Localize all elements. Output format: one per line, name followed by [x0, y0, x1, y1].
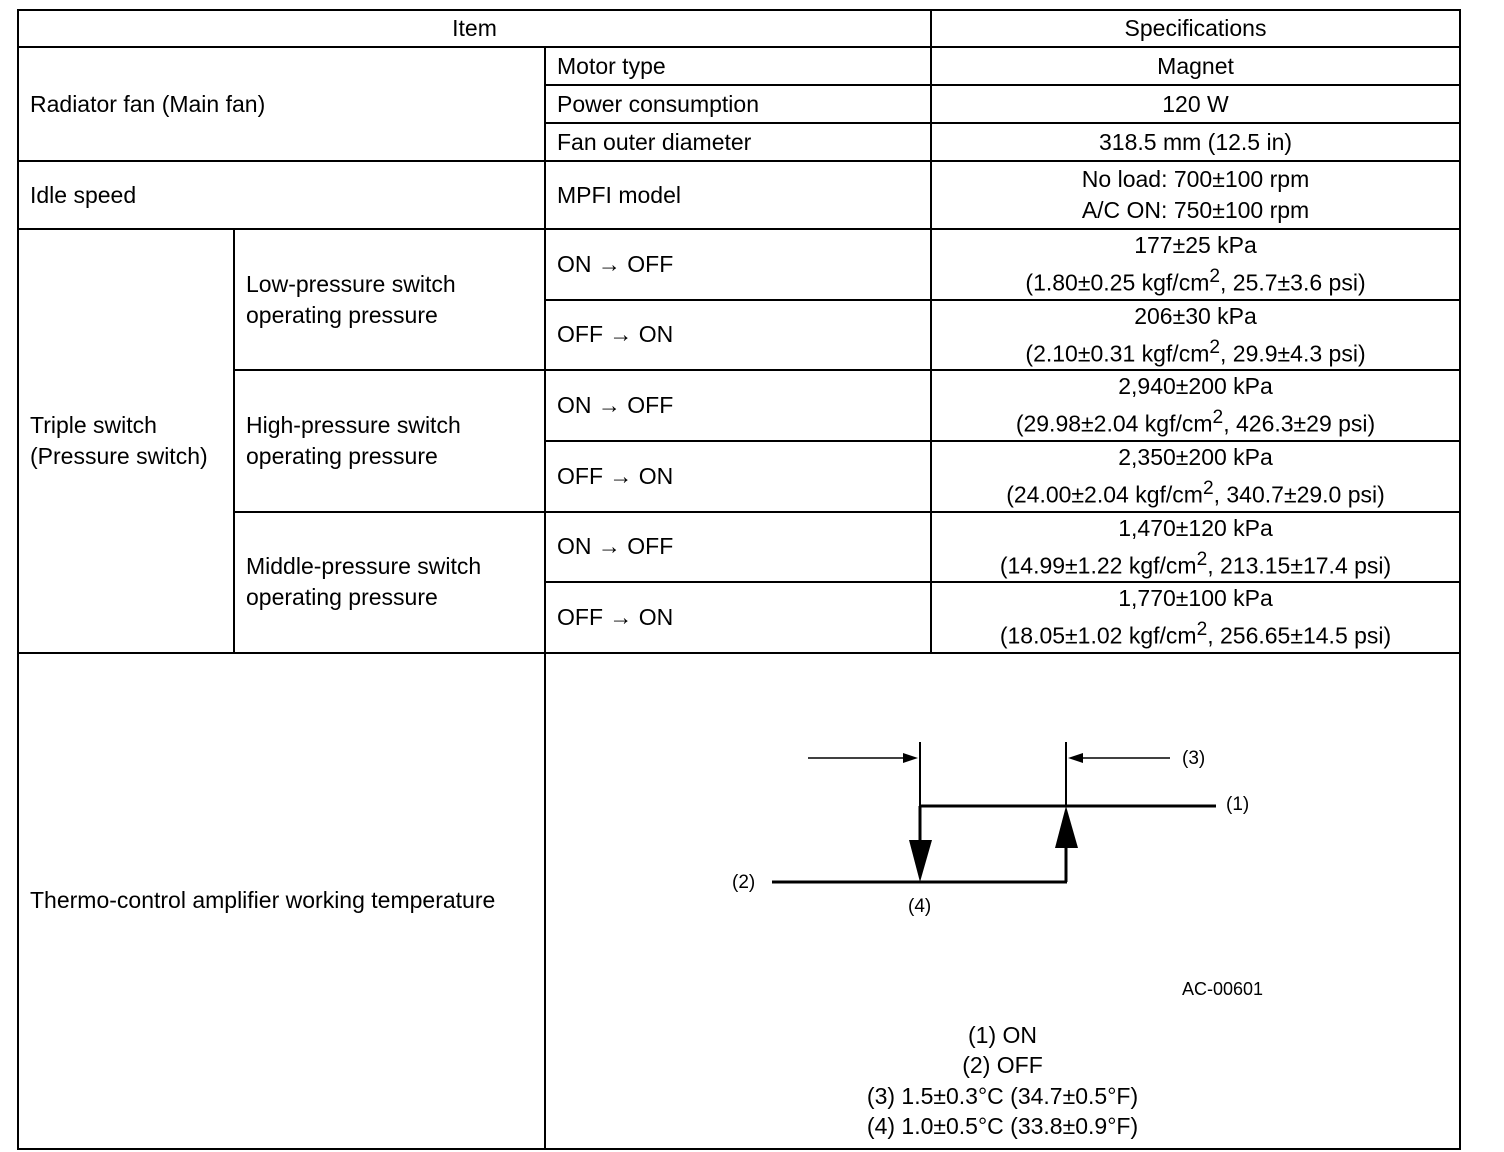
- low-off-on-conversion: (2.10±0.31 kgf/$cm^2$, 29.9±4.3 psi): [1025, 336, 1366, 367]
- specifications-table: [17, 9, 1461, 1150]
- triple-switch-line1: Triple switch: [30, 411, 157, 438]
- low-pressure-switch-label: [234, 229, 545, 370]
- thermo-diagram-cell: [545, 653, 1460, 1149]
- middle-on-off-kpa: 1,470±120 kPa: [1118, 514, 1273, 541]
- triple-switch-label: [18, 229, 234, 653]
- high-off-on-conversion: (24.00±2.04 kgf/$cm^2$, 340.7±29.0 psi): [1006, 477, 1385, 508]
- dimension-arrow-left: [1068, 753, 1083, 763]
- high-off-on-kpa: 2,350±200 kPa: [1118, 443, 1273, 470]
- down-arrow-icon: [909, 840, 932, 882]
- middle-off-on-value: [931, 582, 1460, 653]
- legend-item: (3) 1.5±0.3°C (34.7±0.5°F): [866, 1082, 1139, 1109]
- low-pressure-line1: Low-pressure switch: [246, 270, 456, 297]
- table-row: [18, 47, 1460, 85]
- high-on-off-state: ON → OFF: [545, 370, 931, 441]
- radiator-fan-label: Radiator fan (Main fan): [18, 47, 545, 161]
- high-pressure-switch-label: [234, 370, 545, 511]
- motor-type-label: Motor type: [545, 47, 931, 85]
- hysteresis-diagram: [546, 654, 1458, 1014]
- table-row: [18, 161, 1460, 229]
- diagram-label-2: (2): [732, 871, 756, 893]
- low-off-on-state: OFF → ON: [545, 300, 931, 371]
- fan-diameter-value: 318.5 mm (12.5 in): [931, 123, 1460, 161]
- idle-speed-value: [931, 161, 1460, 229]
- middle-pressure-line2: operating pressure: [246, 584, 438, 611]
- table-row: [18, 653, 1460, 1149]
- middle-pressure-line1: Middle-pressure switch: [246, 553, 482, 580]
- diagram-legend: [546, 1020, 1459, 1142]
- power-consumption-value: 120 W: [931, 85, 1460, 123]
- table-row: [18, 512, 1460, 583]
- thermo-label: Thermo-control amplifier working temperature: [18, 653, 545, 1149]
- power-consumption-label: Power consumption: [545, 85, 931, 123]
- low-on-off-value: [931, 229, 1460, 300]
- diagram-label-3: (3): [1182, 747, 1206, 769]
- idle-speed-label: Idle speed: [18, 161, 545, 229]
- figure-code: AC-00601: [1182, 978, 1264, 999]
- idle-speed-ac-on: A/C ON: 750±100 rpm: [1081, 197, 1310, 223]
- diagram-label-4: (4): [908, 895, 932, 917]
- middle-off-on-kpa: 1,770±100 kPa: [1118, 585, 1273, 612]
- middle-pressure-switch-label: [234, 512, 545, 653]
- legend-item: (4) 1.0±0.5°C (33.8±0.9°F): [866, 1113, 1139, 1140]
- low-on-off-kpa: 177±25 kPa: [1134, 232, 1257, 258]
- header-row: [18, 10, 1460, 47]
- low-off-on-kpa: 206±30 kPa: [1134, 302, 1257, 329]
- low-on-off-state: ON → OFF: [545, 229, 931, 300]
- high-on-off-conversion: (29.98±2.04 kgf/$cm^2$, 426.3±29 psi): [1015, 407, 1376, 437]
- triple-switch-line2: (Pressure switch): [30, 442, 208, 469]
- fan-diameter-label: Fan outer diameter: [545, 123, 931, 161]
- middle-on-off-conversion: (14.99±1.22 kgf/$cm^2$, 213.15±17.4 psi): [999, 548, 1392, 579]
- low-on-off-conversion: (1.80±0.25 kgf/$cm^2$, 25.7±3.6 psi): [1025, 266, 1366, 296]
- diagram-label-1: (1): [1226, 793, 1250, 815]
- middle-on-off-state: ON → OFF: [545, 512, 931, 583]
- table-row: [18, 229, 1460, 300]
- dimension-arrow-right: [903, 753, 918, 763]
- high-off-on-value: [931, 441, 1460, 512]
- middle-off-on-conversion: (18.05±1.02 kgf/$cm^2$, 256.65±14.5 psi): [999, 619, 1392, 649]
- high-pressure-line2: operating pressure: [246, 442, 438, 469]
- up-arrow-icon: [1055, 806, 1078, 848]
- legend-item: (1) ON: [968, 1021, 1037, 1048]
- header-item: Item: [18, 10, 931, 47]
- high-off-on-state: OFF → ON: [545, 441, 931, 512]
- middle-off-on-state: OFF → ON: [545, 582, 931, 653]
- motor-type-value: Magnet: [931, 47, 1460, 85]
- middle-on-off-value: [931, 512, 1460, 583]
- legend-item: (2) OFF: [962, 1052, 1043, 1079]
- idle-speed-no-load: No load: 700±100 rpm: [1081, 166, 1310, 192]
- table-row: [18, 370, 1460, 441]
- high-on-off-value: [931, 370, 1460, 441]
- high-on-off-kpa: 2,940±200 kPa: [1118, 373, 1273, 400]
- header-specifications: Specifications: [931, 10, 1460, 47]
- low-off-on-value: [931, 300, 1460, 371]
- low-pressure-line2: operating pressure: [246, 301, 438, 328]
- high-pressure-line1: High-pressure switch: [246, 411, 461, 438]
- idle-speed-model: MPFI model: [545, 161, 931, 229]
